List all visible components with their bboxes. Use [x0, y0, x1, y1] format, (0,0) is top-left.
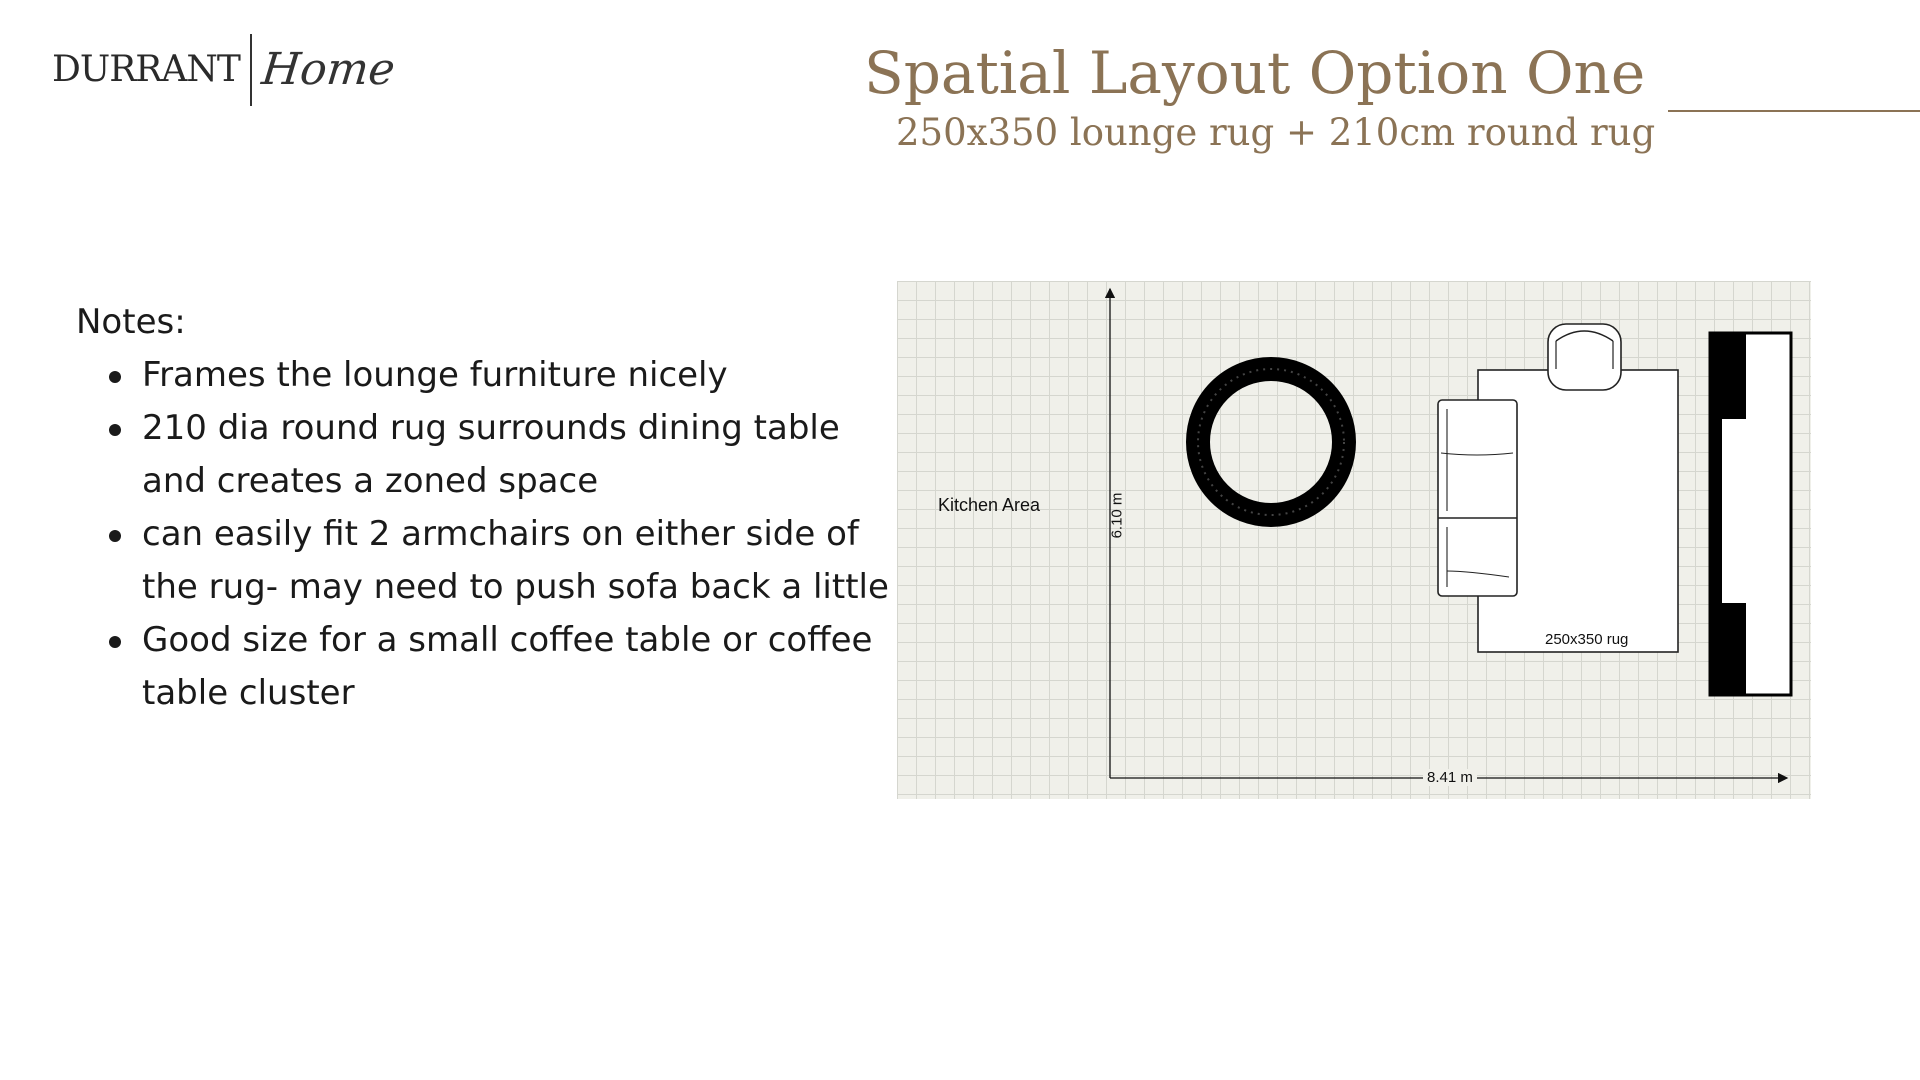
- bullet-icon: [109, 424, 121, 436]
- page-subtitle: 250x350 lounge rug + 210cm round rug: [896, 111, 1656, 154]
- height-dimension-label: 6.10 m: [1108, 492, 1126, 539]
- notes-item-text: Good size for a small coffee table or coffee table cluster: [142, 620, 873, 713]
- page-title: Spatial Layout Option One: [864, 39, 1646, 107]
- bullet-icon: [109, 530, 121, 542]
- width-dimension-label: 8.41 m: [1423, 769, 1477, 786]
- notes-list: [76, 349, 896, 720]
- title-underline-rule: [1668, 110, 1920, 112]
- notes-item-text: 210 dia round rug surrounds dining table and creates a zoned space: [142, 408, 840, 501]
- armchair-shape: [1548, 324, 1621, 390]
- notes-list-item: [76, 349, 896, 402]
- bullet-icon: [109, 371, 121, 383]
- logo-brand-text: DURRANT: [52, 48, 240, 90]
- notes-item-text: can easily fit 2 armchairs on either side of the rug- may need to push sofa back a little: [142, 514, 889, 607]
- floor-plan-image: [897, 281, 1811, 799]
- lounge-rug-label: 250x350 rug: [1545, 631, 1629, 648]
- notes-list-item: [76, 402, 896, 508]
- bullet-icon: [109, 636, 121, 648]
- sofa-shape: [1438, 400, 1517, 596]
- notes-item-text: Frames the lounge furniture nicely: [142, 355, 728, 395]
- notes-list-item: [76, 614, 896, 720]
- kitchen-area-label: Kitchen Area: [938, 495, 1041, 515]
- notes-list-item: [76, 508, 896, 614]
- logo-divider: [250, 34, 252, 106]
- notes-section: [76, 296, 896, 720]
- notes-heading: Notes:: [76, 302, 186, 342]
- logo-script-text: Home: [259, 43, 398, 95]
- floor-plan-drawing: [897, 281, 1811, 799]
- brand-logo: [52, 32, 398, 107]
- wall-unit-shape: [1710, 333, 1791, 695]
